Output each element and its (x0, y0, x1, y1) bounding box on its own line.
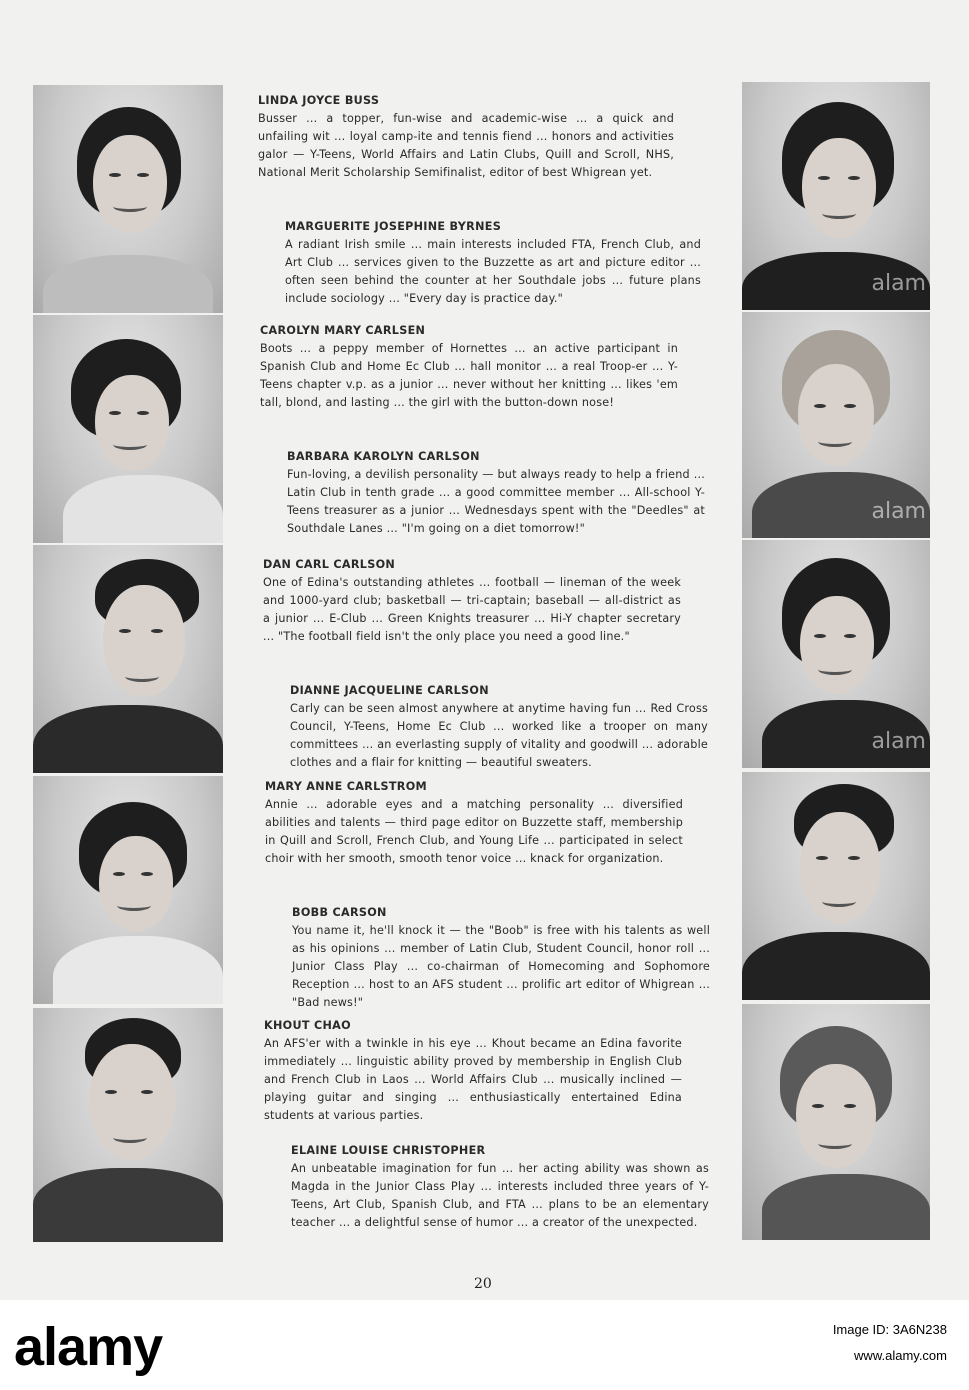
portrait-dan-carlson (33, 545, 223, 773)
entry-elaine-christopher (291, 1142, 709, 1232)
portrait-mary-anne-carlstrom (33, 776, 223, 1004)
entry-text: Annie ... adorable eyes and a matching personality ... diversified abilities and talents — third page editor on Buzzette staff, membership in Quill and Scroll, French Club, and Young Life ... participated in select choir with her smooth, smooth tenor voice ... knack for organization. (265, 798, 683, 865)
entry-text: An unbeatable imagination for fun ... her acting ability was shown as Magda in the Junior Class Play ... interests included three years of Y-Teens, Art Club, Spanish Club, and FTA ... plans to be an elementary teacher ... a delightful sense of humor ... a creator of the unexpected. (291, 1162, 709, 1229)
entry-text: Fun-loving, a devilish personality — but always ready to help a friend ... Latin Club in tenth grade ... a good committee member ... All-school Y-Teens treasurer as a junior ... Wednesdays spent with the "Deedles" at Southdale Lanes ... "I'm going on a diet tomorrow!" (287, 468, 705, 535)
entry-name: ELAINE LOUISE CHRISTOPHER (291, 1144, 486, 1157)
alamy-watermark-mark: alam (871, 499, 926, 524)
entry-name: DIANNE JACQUELINE CARLSON (290, 684, 489, 697)
portrait-elaine-christopher (742, 1004, 930, 1240)
portrait-linda-buss (33, 85, 223, 313)
entry-name: LINDA JOYCE BUSS (258, 94, 380, 107)
entry-text: Boots ... a peppy member of Hornettes ... an active participant in Spanish Club and Home Ec Club ... hall monitor ... a real Troop-er ... Y-Teens chapter v.p. as a junior ... never without her knitting ... likes 'em tall, blond, and lasting ... the girl with the button-down nose! (260, 342, 678, 409)
entry-carolyn-carlsen (260, 322, 678, 412)
portrait-barbara-carlson (742, 312, 930, 538)
entry-linda-buss (258, 92, 674, 182)
entry-dianne-carlson (290, 682, 708, 772)
entry-barbara-carlson (287, 448, 705, 538)
entry-text: A radiant Irish smile ... main interests included FTA, French Club, and Art Club ... services given to the Buzzette as art and picture editor ... often seen behind the counter at her Southdale jobs ... future plans include sociology ... "Every day is practice day." (285, 238, 701, 305)
entry-dan-carlson (263, 556, 681, 646)
portrait-marguerite-byrnes (742, 82, 930, 310)
entry-text: You name it, he'll knock it — the "Boob" is free with his talents as well as his opinions ... member of Latin Club, Student Council, honor roll ... Junior Class Play ... co-chairman of Homecoming and Sophomore Reception ... host to an AFS student ... prolific art editor of Whigrean ... "Bad news!" (292, 924, 710, 1009)
alamy-watermark-mark: alam (871, 271, 926, 296)
alamy-watermark-mark: alam (871, 729, 926, 754)
entry-name: BARBARA KAROLYN CARLSON (287, 450, 480, 463)
entry-name: CAROLYN MARY CARLSEN (260, 324, 426, 337)
image-id: Image ID: 3A6N238 (832, 1322, 947, 1337)
entry-name: MARGUERITE JOSEPHINE BYRNES (285, 220, 502, 233)
entry-bobb-carson (292, 904, 710, 1012)
entry-text: Carly can be seen almost anywhere at anytime having fun ... Red Cross Council, Y-Teens, Home Ec Club ... worked like a trooper on many committees ... an everlasting supply of vitality and goodwill ... adorable clothes and a flair for knitting — beautiful sweaters. (290, 702, 708, 769)
entry-name: MARY ANNE CARLSTROM (265, 780, 427, 793)
entry-name: BOBB CARSON (292, 906, 387, 919)
entry-text: Busser ... a topper, fun-wise and academic-wise ... a quick and unfailing wit ... loyal camp-ite and tennis fiend ... honors and activities galor — Y-Teens, World Affairs and Latin Clubs, Quill and Scroll, NHS, National Merit Scholarship Semifinalist, editor of best Whigrean yet. (258, 112, 674, 179)
portrait-bobb-carson (742, 772, 930, 1000)
alamy-logo: alamy (14, 1317, 163, 1377)
entry-name: DAN CARL CARLSON (263, 558, 396, 571)
entry-text: An AFS'er with a twinkle in his eye ... Khout became an Edina favorite immediately ... linguistic ability proved by membership in English Club and French Club in Laos ... World Affairs Club ... musically inclined — playing guitar and singing ... enthusiastically entertained Edina students at various parties. (264, 1037, 682, 1122)
page-number: 20 (474, 1276, 492, 1292)
portrait-carolyn-carlsen (33, 315, 223, 543)
entry-name: KHOUT CHAO (264, 1019, 351, 1032)
entry-khout-chao (264, 1017, 682, 1125)
stock-footer (0, 1300, 969, 1390)
entry-marguerite-byrnes (285, 218, 701, 308)
portrait-dianne-carlson (742, 540, 930, 768)
entry-text: One of Edina's outstanding athletes ... football — lineman of the week and 1000-yard club; basketball — tri-captain; baseball — all-district as a junior ... E-Club ... Green Knights treasurer ... Hi-Y chapter secretary ... "The football field isn't the only place you need a good line." (263, 576, 681, 643)
site-url: www.alamy.com (854, 1348, 947, 1363)
entry-mary-anne-carlstrom (265, 778, 683, 868)
portrait-khout-chao (33, 1008, 223, 1242)
